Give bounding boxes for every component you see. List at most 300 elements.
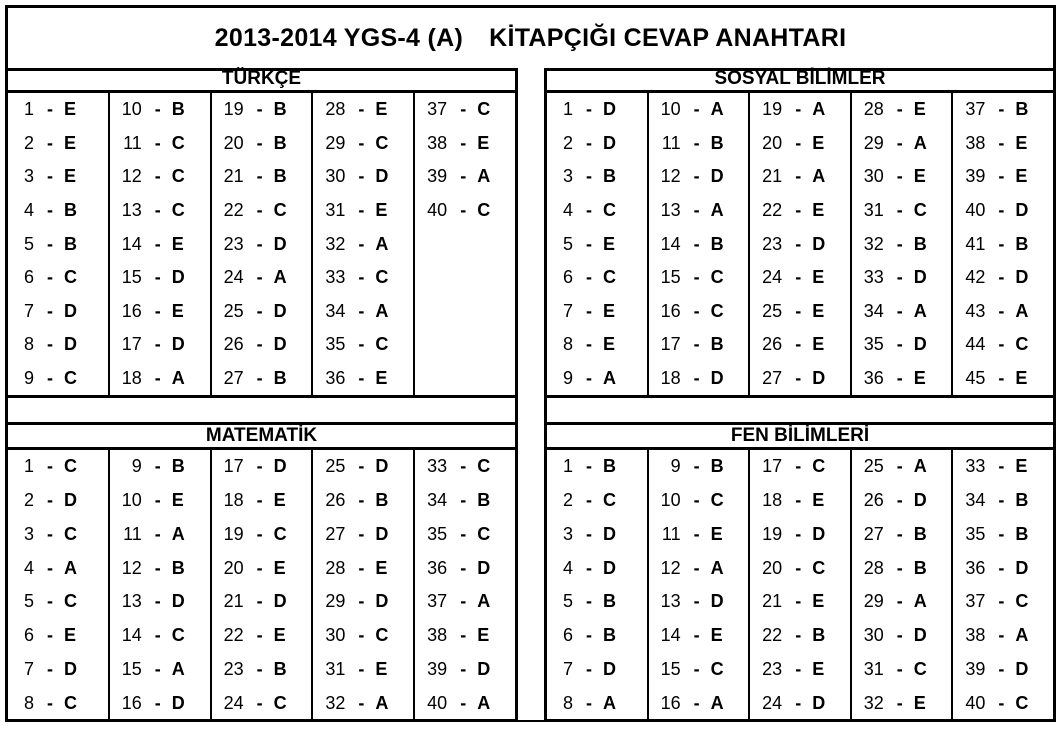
question-number: 16 <box>660 692 681 713</box>
answer-column <box>649 450 751 720</box>
dash-separator: - <box>998 591 1005 612</box>
section-title: SOSYAL BİLİMLER <box>547 68 1053 93</box>
question-number: 6 <box>23 267 34 288</box>
answer-cell <box>547 518 647 552</box>
dash-separator: - <box>693 456 700 477</box>
dash-separator: - <box>795 99 802 120</box>
dash-separator: - <box>998 99 1005 120</box>
question-number: 24 <box>762 267 783 288</box>
question-number: 9 <box>670 456 681 477</box>
question-number: 21 <box>762 591 783 612</box>
dash-separator: - <box>795 300 802 321</box>
answer-cell <box>313 551 413 585</box>
dash-separator: - <box>693 267 700 288</box>
answer-letter: D <box>603 658 616 679</box>
answer-cell <box>649 93 749 127</box>
answer-cell <box>212 551 312 585</box>
answer-letter: B <box>1015 523 1029 544</box>
question-number: 11 <box>123 132 142 153</box>
answer-cell <box>547 450 647 484</box>
answer-letter: C <box>477 523 491 544</box>
answer-cell <box>649 261 749 295</box>
dash-separator: - <box>358 132 365 153</box>
dash-separator: - <box>896 199 903 220</box>
answer-letter: D <box>1015 557 1029 578</box>
dash-separator: - <box>256 166 263 187</box>
answer-cell <box>313 362 413 396</box>
answer-letter: C <box>1015 692 1029 713</box>
answer-cell <box>110 194 210 228</box>
dash-separator: - <box>154 99 161 120</box>
question-number: 34 <box>863 300 884 321</box>
dash-separator: - <box>795 658 802 679</box>
dash-separator: - <box>358 166 365 187</box>
answer-cell <box>953 127 1053 161</box>
answer-letter: C <box>64 367 77 388</box>
question-number: 1 <box>562 456 573 477</box>
answer-letter: D <box>477 658 491 679</box>
answer-letter: E <box>273 625 286 646</box>
answer-letter: D <box>1015 199 1029 220</box>
answer-letter: C <box>603 267 616 288</box>
question-number: 35 <box>863 334 884 355</box>
answer-cell <box>649 518 749 552</box>
answer-letter: D <box>273 334 287 355</box>
answer-letter: A <box>375 300 389 321</box>
answer-letter: C <box>171 132 185 153</box>
question-number: 34 <box>427 490 448 511</box>
dash-separator: - <box>47 166 53 187</box>
answer-letter: D <box>603 523 616 544</box>
dash-separator: - <box>586 300 592 321</box>
dash-separator: - <box>154 233 161 254</box>
answer-cell <box>649 619 749 653</box>
answer-letter: E <box>812 300 825 321</box>
answer-cell <box>547 294 647 328</box>
answer-cell <box>8 518 108 552</box>
question-number: 11 <box>661 132 681 153</box>
answer-cell <box>313 653 413 687</box>
dash-separator: - <box>358 490 365 511</box>
answer-letter: A <box>710 557 724 578</box>
answer-letter: E <box>1015 166 1028 187</box>
answer-cell <box>649 227 749 261</box>
dash-separator: - <box>154 591 161 612</box>
answer-letter: B <box>375 490 389 511</box>
question-number: 1 <box>562 99 573 120</box>
question-number: 7 <box>23 300 34 321</box>
dash-separator: - <box>47 267 53 288</box>
answer-letter: E <box>603 334 616 355</box>
dash-separator: - <box>896 166 903 187</box>
answer-letter: A <box>913 300 927 321</box>
question-number: 13 <box>121 199 142 220</box>
question-number: 29 <box>325 591 346 612</box>
dash-separator: - <box>795 233 802 254</box>
answer-cell <box>212 653 312 687</box>
question-number: 40 <box>965 199 986 220</box>
question-number: 3 <box>23 166 34 187</box>
question-number: 23 <box>223 233 244 254</box>
answer-cell <box>852 551 952 585</box>
answer-letter: E <box>812 132 825 153</box>
answer-cell <box>8 227 108 261</box>
answer-letter: D <box>812 523 826 544</box>
question-number: 26 <box>223 334 244 355</box>
answer-cell <box>750 328 850 362</box>
answer-column <box>547 93 649 395</box>
answer-letter: D <box>273 591 287 612</box>
question-number: 18 <box>223 490 244 511</box>
answer-letter: C <box>710 490 724 511</box>
answer-cell <box>212 127 312 161</box>
answer-cell <box>415 294 515 328</box>
answer-cell <box>313 294 413 328</box>
answer-cell <box>649 194 749 228</box>
question-number: 10 <box>121 490 142 511</box>
question-number: 35 <box>965 523 986 544</box>
answer-letter: B <box>273 166 287 187</box>
dash-separator: - <box>795 367 802 388</box>
section-title: FEN BİLİMLERİ <box>547 425 1053 450</box>
answer-cell <box>649 484 749 518</box>
answer-cell <box>852 227 952 261</box>
answer-column <box>415 450 515 720</box>
answer-cell <box>212 518 312 552</box>
question-number: 17 <box>223 456 244 477</box>
answer-letter: D <box>64 658 77 679</box>
answer-letter: D <box>1015 658 1029 679</box>
question-number: 13 <box>121 591 142 612</box>
question-number: 4 <box>23 557 34 578</box>
answer-letter: D <box>273 300 287 321</box>
answer-cell <box>953 686 1053 720</box>
dash-separator: - <box>47 199 53 220</box>
dash-separator: - <box>460 132 467 153</box>
answer-letter: B <box>171 456 185 477</box>
answer-letter: D <box>273 233 287 254</box>
answer-letter: A <box>171 658 185 679</box>
answer-column <box>750 450 852 720</box>
dash-separator: - <box>154 300 161 321</box>
dash-separator: - <box>896 132 903 153</box>
answer-cell <box>750 362 850 396</box>
question-number: 6 <box>562 267 573 288</box>
dash-separator: - <box>256 267 263 288</box>
dash-separator: - <box>256 557 263 578</box>
answer-letter: B <box>273 132 287 153</box>
answer-cell <box>110 160 210 194</box>
answer-cell <box>313 227 413 261</box>
dash-separator: - <box>795 523 802 544</box>
dash-separator: - <box>586 692 592 713</box>
answer-cell <box>547 484 647 518</box>
answer-column <box>852 93 954 395</box>
question-number: 17 <box>660 334 681 355</box>
answer-letter: E <box>812 199 825 220</box>
dash-separator: - <box>358 267 365 288</box>
answer-letter: E <box>1015 132 1028 153</box>
dash-separator: - <box>586 199 592 220</box>
answer-cell <box>750 261 850 295</box>
question-number: 4 <box>562 557 573 578</box>
answer-letter: D <box>710 367 724 388</box>
question-number: 13 <box>660 591 681 612</box>
dash-separator: - <box>998 166 1005 187</box>
answer-letter: D <box>812 233 826 254</box>
answer-cell <box>852 450 952 484</box>
section-sosyal-bilimler <box>547 68 1053 395</box>
dash-separator: - <box>460 523 467 544</box>
question-number: 26 <box>762 334 783 355</box>
answer-cell <box>110 93 210 127</box>
question-number: 32 <box>863 692 884 713</box>
dash-separator: - <box>358 692 365 713</box>
answer-letter: C <box>913 658 927 679</box>
answer-letter: D <box>913 625 927 646</box>
dash-separator: - <box>358 523 365 544</box>
answer-cell <box>649 362 749 396</box>
dash-separator: - <box>795 591 802 612</box>
dash-separator: - <box>256 625 263 646</box>
dash-separator: - <box>154 692 161 713</box>
dash-separator: - <box>358 300 365 321</box>
dash-separator: - <box>460 557 467 578</box>
question-number: 27 <box>762 367 783 388</box>
answer-grid <box>8 93 515 395</box>
answer-cell <box>953 653 1053 687</box>
answer-cell <box>212 686 312 720</box>
answer-cell <box>547 328 647 362</box>
dash-separator: - <box>896 490 903 511</box>
question-number: 11 <box>661 523 681 544</box>
answer-cell <box>852 653 952 687</box>
question-number: 10 <box>660 99 681 120</box>
dash-separator: - <box>693 166 700 187</box>
dash-separator: - <box>586 99 592 120</box>
question-number: 33 <box>965 456 986 477</box>
answer-letter: B <box>812 625 826 646</box>
question-number: 7 <box>562 658 573 679</box>
question-number: 31 <box>863 658 884 679</box>
answer-cell <box>953 93 1053 127</box>
dash-separator: - <box>693 99 700 120</box>
question-number: 2 <box>23 490 34 511</box>
answer-letter: A <box>603 367 616 388</box>
answer-cell <box>110 294 210 328</box>
title-main: 2013-2014 YGS-4 (A) <box>214 23 464 52</box>
answer-cell <box>852 585 952 619</box>
question-number: 5 <box>23 591 34 612</box>
question-number: 14 <box>660 625 681 646</box>
answer-letter: E <box>171 233 184 254</box>
dash-separator: - <box>154 523 161 544</box>
question-number: 27 <box>325 523 346 544</box>
dash-separator: - <box>586 523 592 544</box>
section-matematik <box>8 425 515 720</box>
dash-separator: - <box>586 334 592 355</box>
dash-separator: - <box>896 233 903 254</box>
question-number: 29 <box>863 591 884 612</box>
answer-cell <box>750 653 850 687</box>
question-number: 21 <box>223 166 244 187</box>
answer-cell <box>750 160 850 194</box>
dash-separator: - <box>460 591 467 612</box>
answer-cell <box>110 653 210 687</box>
answer-cell <box>649 294 749 328</box>
answer-letter: B <box>710 456 724 477</box>
answer-cell <box>8 127 108 161</box>
dash-separator: - <box>256 591 263 612</box>
dash-separator: - <box>998 132 1005 153</box>
answer-letter: E <box>710 523 723 544</box>
question-number: 7 <box>23 658 34 679</box>
answer-letter: D <box>603 132 616 153</box>
answer-letter: D <box>171 267 185 288</box>
answer-cell <box>953 484 1053 518</box>
answer-cell <box>750 551 850 585</box>
question-number: 26 <box>863 490 884 511</box>
answer-cell <box>110 619 210 653</box>
dash-separator: - <box>256 233 263 254</box>
answer-cell <box>415 518 515 552</box>
answer-letter: E <box>603 233 616 254</box>
answer-letter: A <box>913 132 927 153</box>
dash-separator: - <box>358 591 365 612</box>
answer-letter: C <box>375 132 389 153</box>
dash-separator: - <box>795 166 802 187</box>
question-number: 24 <box>223 267 244 288</box>
question-number: 40 <box>427 199 448 220</box>
answer-cell <box>415 484 515 518</box>
section-turkce <box>8 68 515 395</box>
question-number: 18 <box>121 367 142 388</box>
question-number: 37 <box>965 591 986 612</box>
dash-separator: - <box>358 233 365 254</box>
dash-separator: - <box>358 625 365 646</box>
answer-cell <box>313 328 413 362</box>
answer-cell <box>415 328 515 362</box>
dash-separator: - <box>154 557 161 578</box>
answer-letter: C <box>273 692 287 713</box>
answer-cell <box>750 194 850 228</box>
answer-letter: D <box>812 367 826 388</box>
answer-letter: C <box>64 456 77 477</box>
question-number: 27 <box>863 523 884 544</box>
dash-separator: - <box>460 692 467 713</box>
answer-cell <box>8 328 108 362</box>
answer-letter: D <box>913 490 927 511</box>
answer-cell <box>547 686 647 720</box>
section-fen-bilimleri <box>547 425 1053 720</box>
question-number: 29 <box>325 132 346 153</box>
dash-separator: - <box>998 267 1005 288</box>
dash-separator: - <box>795 132 802 153</box>
dash-separator: - <box>693 490 700 511</box>
answer-letter: B <box>913 523 927 544</box>
answer-cell <box>212 328 312 362</box>
question-number: 11 <box>123 523 142 544</box>
question-number: 3 <box>23 523 34 544</box>
dash-separator: - <box>998 523 1005 544</box>
answer-cell <box>212 484 312 518</box>
question-number: 9 <box>562 367 573 388</box>
answer-letter: C <box>710 658 724 679</box>
answer-cell <box>750 127 850 161</box>
dash-separator: - <box>693 523 700 544</box>
section-title: MATEMATİK <box>8 425 515 450</box>
answer-letter: A <box>171 367 185 388</box>
question-number: 33 <box>427 456 448 477</box>
question-number: 15 <box>660 658 681 679</box>
answer-letter: B <box>171 99 185 120</box>
dash-separator: - <box>256 658 263 679</box>
answer-letter: B <box>603 591 616 612</box>
answer-cell <box>852 518 952 552</box>
question-number: 22 <box>762 199 783 220</box>
answer-letter: B <box>64 233 77 254</box>
question-number: 31 <box>863 199 884 220</box>
answer-letter: D <box>375 166 389 187</box>
answer-cell <box>852 127 952 161</box>
answer-cell <box>8 194 108 228</box>
answer-cell <box>953 160 1053 194</box>
question-number: 28 <box>863 557 884 578</box>
answer-letter: E <box>375 367 388 388</box>
dash-separator: - <box>47 692 53 713</box>
dash-separator: - <box>154 625 161 646</box>
question-number: 17 <box>121 334 142 355</box>
answer-cell <box>313 518 413 552</box>
answer-letter: B <box>1015 490 1029 511</box>
answer-letter: A <box>64 557 77 578</box>
answer-grid <box>547 450 1053 720</box>
dash-separator: - <box>460 456 467 477</box>
answer-letter: C <box>64 267 77 288</box>
dash-separator: - <box>154 367 161 388</box>
answer-letter: B <box>710 334 724 355</box>
question-number: 40 <box>427 692 448 713</box>
answer-letter: C <box>171 199 185 220</box>
dash-separator: - <box>998 233 1005 254</box>
answer-letter: A <box>171 523 185 544</box>
dash-separator: - <box>693 591 700 612</box>
dash-separator: - <box>693 625 700 646</box>
answer-letter: E <box>375 557 388 578</box>
dash-separator: - <box>693 199 700 220</box>
answer-column <box>313 93 415 395</box>
answer-letter: C <box>273 199 287 220</box>
dash-separator: - <box>896 300 903 321</box>
answer-letter: E <box>913 166 926 187</box>
answer-cell <box>953 585 1053 619</box>
answer-cell <box>313 484 413 518</box>
answer-cell <box>8 450 108 484</box>
dash-separator: - <box>47 132 53 153</box>
question-number: 4 <box>562 199 573 220</box>
answer-cell <box>953 261 1053 295</box>
answer-column <box>649 93 751 395</box>
question-number: 5 <box>562 233 573 254</box>
answer-grid <box>8 450 515 720</box>
answer-cell <box>547 653 647 687</box>
question-number: 32 <box>863 233 884 254</box>
answer-letter: C <box>812 557 826 578</box>
answer-cell <box>547 362 647 396</box>
question-number: 36 <box>863 367 884 388</box>
answer-cell <box>547 227 647 261</box>
answer-cell <box>649 450 749 484</box>
